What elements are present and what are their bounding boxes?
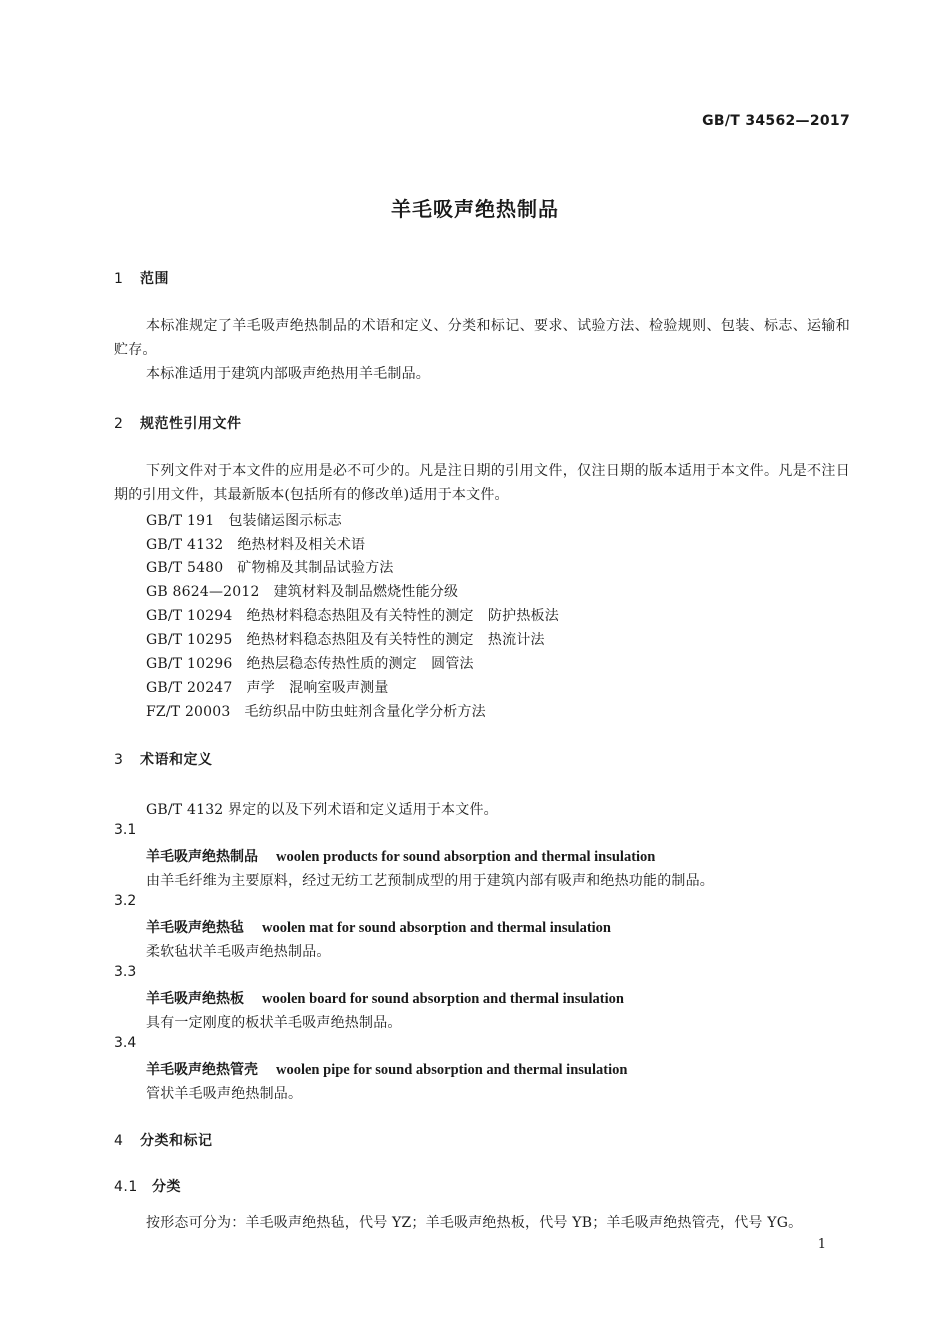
reference-code: GB/T 191: [146, 513, 215, 529]
term-chinese: 羊毛吸声绝热板: [146, 991, 244, 1007]
section-title: 分类和标记: [140, 1133, 213, 1149]
reference-code: GB/T 10296: [146, 656, 233, 672]
section-1-heading: [114, 268, 169, 288]
reference-title: 毛纺织品中防虫蛀剂含量化学分析方法: [244, 704, 486, 720]
section-3-intro: GB/T 4132 界定的以及下列术语和定义适用于本文件。: [146, 802, 498, 818]
term-chinese: 羊毛吸声绝热管壳: [146, 1062, 258, 1078]
section-title: 范围: [140, 271, 169, 287]
reference-item: [146, 510, 342, 530]
term-english: woolen products for sound absorption and thermal insulation: [276, 849, 656, 865]
term-heading: [146, 1059, 627, 1079]
page-number: 1: [817, 1237, 826, 1252]
reference-item: [146, 677, 389, 697]
subsection-4-1-text: 按形态可分为：羊毛吸声绝热毡，代号 YZ；羊毛吸声绝热板，代号 YB；羊毛吸声绝热管壳，代号 YG。: [146, 1215, 803, 1231]
reference-code: GB/T 10294: [146, 608, 233, 624]
reference-title: 绝热材料稳态热阻及有关特性的测定 热流计法: [246, 632, 545, 648]
reference-title: 声学 混响室吸声测量: [246, 680, 389, 696]
section-number: 4: [114, 1133, 124, 1149]
subsection-4-1-heading: [114, 1176, 181, 1196]
reference-item: [146, 605, 559, 625]
term-heading: [146, 846, 655, 866]
reference-code: GB/T 4132: [146, 537, 224, 553]
term-definition: 管状羊毛吸声绝热制品。: [146, 1086, 303, 1102]
term-english: woolen pipe for sound absorption and thermal insulation: [276, 1062, 628, 1078]
term-number: 3.2: [114, 893, 137, 909]
section-4-heading: [114, 1130, 213, 1150]
reference-code: FZ/T 20003: [146, 704, 231, 720]
standard-number: GB/T 34562—2017: [702, 113, 850, 129]
section-number: 1: [114, 271, 124, 287]
reference-title: 建筑材料及制品燃烧性能分级: [273, 584, 459, 600]
term-number: 3.3: [114, 964, 137, 980]
reference-code: GB/T 10295: [146, 632, 233, 648]
term-definition: 具有一定刚度的板状羊毛吸声绝热制品。: [146, 1015, 402, 1031]
document-title: 羊毛吸声绝热制品: [391, 197, 559, 221]
section-number: 2: [114, 416, 124, 432]
term-english: woolen mat for sound absorption and thermal insulation: [262, 920, 611, 936]
section-1-paragraph-1: 本标准规定了羊毛吸声绝热制品的术语和定义、分类和标记、要求、试验方法、检验规则、包装、标志、运输和贮存。: [114, 318, 850, 358]
reference-title: 包装储运图示标志: [228, 513, 342, 529]
term-english: woolen board for sound absorption and thermal insulation: [262, 991, 624, 1007]
reference-item: [146, 653, 474, 673]
reference-code: GB/T 20247: [146, 680, 233, 696]
section-title: 术语和定义: [140, 752, 213, 768]
term-definition: 柔软毡状羊毛吸声绝热制品。: [146, 944, 331, 960]
term-definition: 由羊毛纤维为主要原料，经过无纺工艺预制成型的用于建筑内部有吸声和绝热功能的制品。: [146, 873, 714, 889]
reference-item: [146, 557, 394, 577]
term-heading: [146, 917, 611, 937]
term-chinese: 羊毛吸声绝热制品: [146, 849, 258, 865]
term-number: 3.1: [114, 822, 137, 838]
reference-item: [146, 701, 486, 721]
subsection-title: 分类: [152, 1179, 181, 1195]
reference-item: [146, 534, 365, 554]
term-heading: [146, 988, 624, 1008]
reference-title: 绝热材料及相关术语: [237, 537, 366, 553]
reference-item: [146, 581, 458, 601]
section-number: 3: [114, 752, 124, 768]
reference-code: GB/T 5480: [146, 560, 224, 576]
reference-title: 矿物棉及其制品试验方法: [237, 560, 394, 576]
reference-code: GB 8624—2012: [146, 584, 260, 600]
section-2-heading: [114, 413, 242, 433]
reference-title: 绝热层稳态传热性质的测定 圆管法: [246, 656, 474, 672]
section-title: 规范性引用文件: [140, 416, 242, 432]
reference-title: 绝热材料稳态热阻及有关特性的测定 防护热板法: [246, 608, 559, 624]
term-number: 3.4: [114, 1035, 137, 1051]
section-2-intro: 下列文件对于本文件的应用是必不可少的。凡是注日期的引用文件，仅注日期的版本适用于本文件。凡是不注日期的引用文件，其最新版本(包括所有的修改单)适用于本文件。: [114, 463, 850, 503]
subsection-number: 4.1: [114, 1179, 138, 1195]
section-1-paragraph-2: 本标准适用于建筑内部吸声绝热用羊毛制品。: [146, 366, 430, 382]
section-3-heading: [114, 749, 213, 769]
term-chinese: 羊毛吸声绝热毡: [146, 920, 244, 936]
reference-item: [146, 629, 545, 649]
